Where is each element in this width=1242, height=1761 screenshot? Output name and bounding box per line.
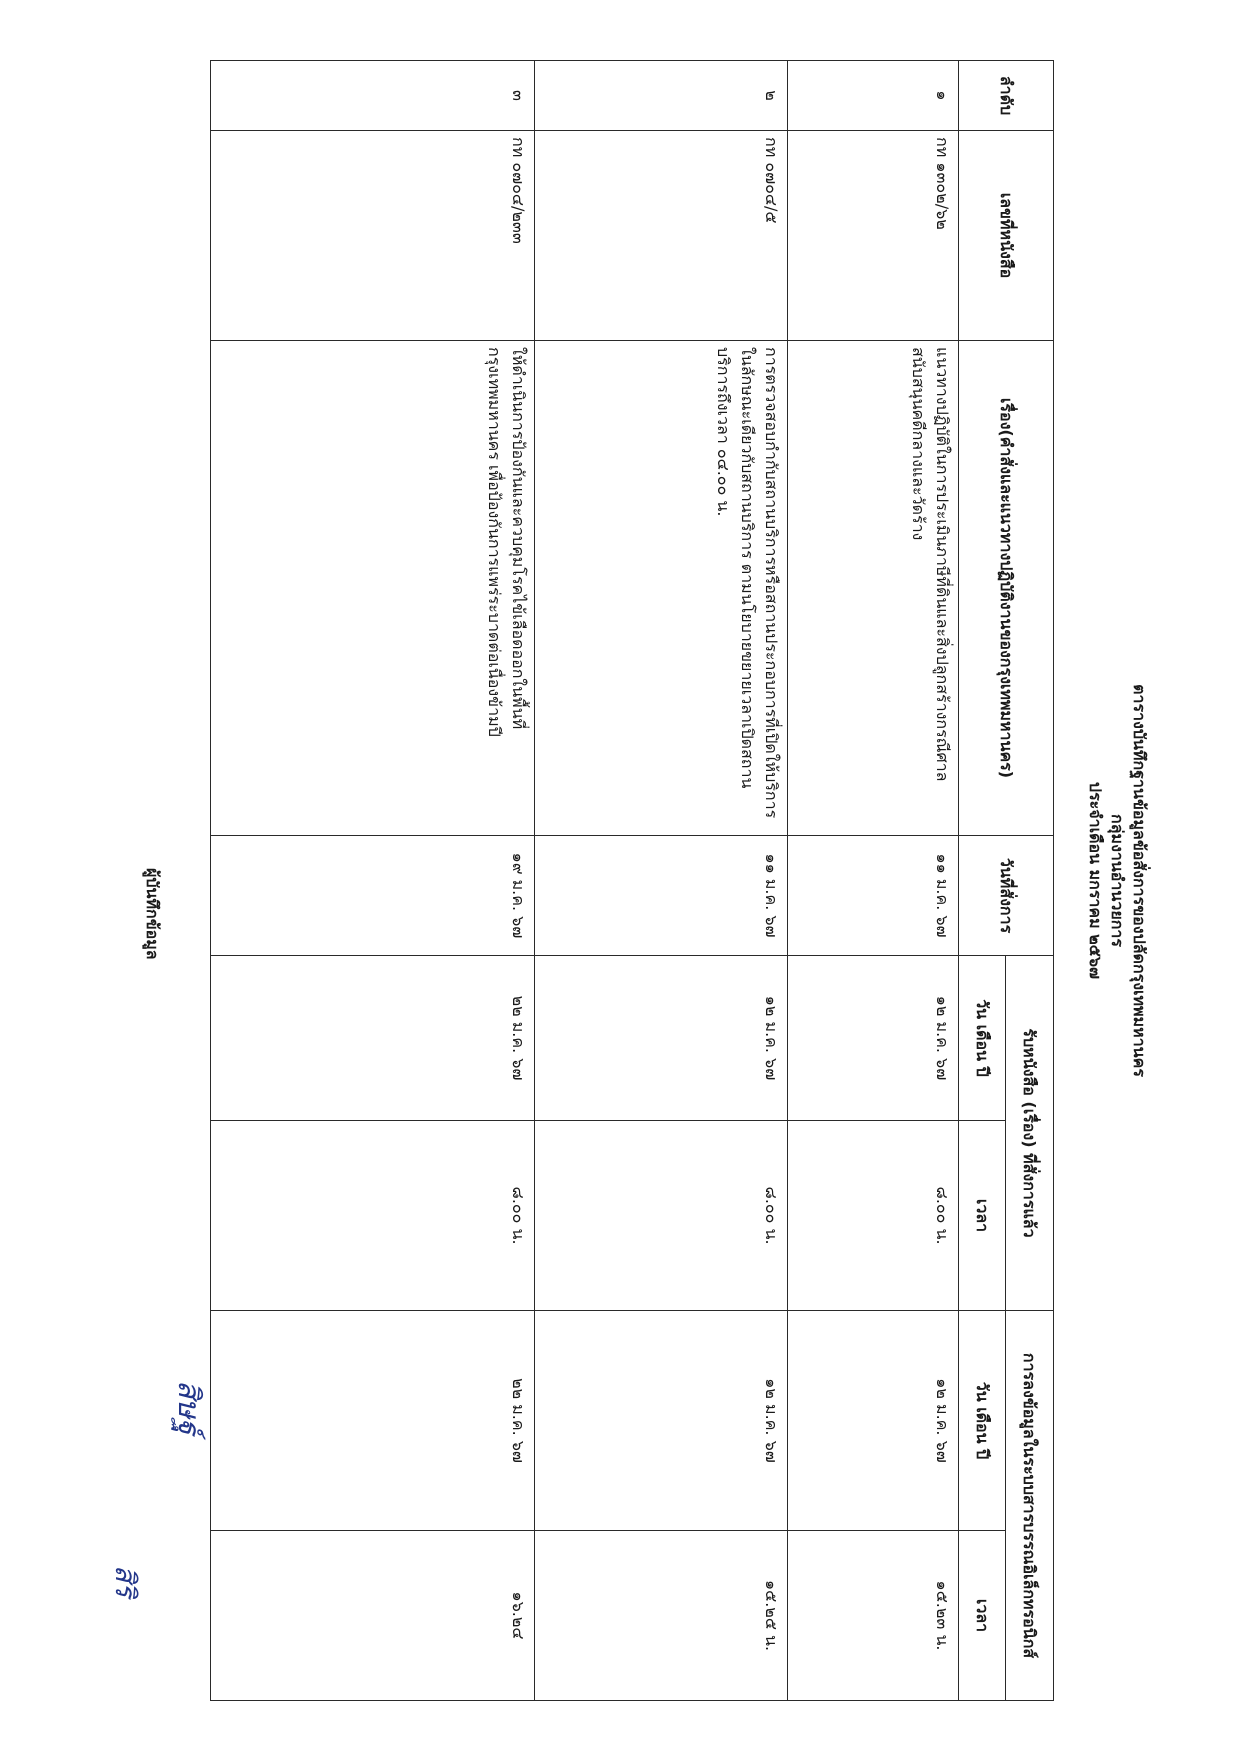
header-command-date: วันที่สั่งการ <box>959 836 1054 956</box>
handwritten-signature-recorder: สิษฐ์ <box>171 1380 206 1435</box>
table-row <box>211 61 535 1701</box>
cell-subject: ให้ดำเนินการป้องกันและควบคุมโรคไข้เลือดออกในพื้นที่กรุงเทพมหานคร เพื่อป้องกันการแพร่ระบาดต่อเนื่องข้ามปี <box>211 341 535 836</box>
handwritten-signature-approver: สิริ <box>109 1565 142 1598</box>
table-row <box>535 61 788 1701</box>
cell-recv-date: ๑๒ ม.ค. ๖๗ <box>788 956 959 1121</box>
cell-command-date: ๑๑ ม.ค. ๖๗ <box>535 836 788 956</box>
cell-recv-date: ๑๒ ม.ค. ๖๗ <box>535 956 788 1121</box>
cell-recv-time: ๘.๐๐ น. <box>211 1121 535 1311</box>
header-row <box>1005 61 1053 1701</box>
cell-subject: การตรวจสอบกำกับสถานบริการหรือสถานประกอบการที่เปิดให้บริการในลักษณะเดียวกับสถานบริการ ตามนโยบายขยายเวลาเปิดสถานบริการถึงเวลา ๐๔.๐๐ น. <box>535 341 788 836</box>
subheader-rec-date: วัน เดือน ปี <box>959 1311 1005 1531</box>
cell-rec-date: ๑๒ ม.ค. ๖๗ <box>535 1311 788 1531</box>
cell-rec-time: ๑๕.๒๓ น. <box>788 1531 959 1701</box>
cell-no: ๒ <box>535 61 788 131</box>
cell-recv-date: ๒๒ ม.ค. ๖๗ <box>211 956 535 1121</box>
cell-rec-date: ๒๒ ม.ค. ๖๗ <box>211 1311 535 1531</box>
cell-doc-no: กท ๐๗๐๔/๒๓๓ <box>211 131 535 341</box>
title-line-3: ประจำเดือน มกราคม ๒๕๖๗ <box>1086 781 1105 980</box>
cell-rec-time: ๑๖.๒๔ <box>211 1531 535 1701</box>
cell-command-date: ๑๙ ม.ค. ๖๗ <box>211 836 535 956</box>
cell-rec-time: ๑๕.๒๕ น. <box>535 1531 788 1701</box>
cell-recv-time: ๘.๐๐ น. <box>535 1121 788 1311</box>
orders-table <box>210 60 1054 1701</box>
header-received-group: รับหนังสือ (เรื่อง) ที่สั่งการแล้ว <box>1005 956 1053 1311</box>
document-title <box>1084 0 1150 1761</box>
header-record-group: การลงข้อมูลในระบบสารบรรณอิเล็กทรอนิกส์ <box>1005 1311 1053 1701</box>
cell-command-date: ๑๑ ม.ค. ๖๗ <box>788 836 959 956</box>
subheader-rec-time: เวลา <box>959 1531 1005 1701</box>
cell-rec-date: ๑๒ ม.ค. ๖๗ <box>788 1311 959 1531</box>
subheader-recv-time: เวลา <box>959 1121 1005 1311</box>
title-line-1: ตารางบันทึกฐานข้อมูลข้อสั่งการของปลัดกรุงเทพมหานคร <box>1130 684 1149 1077</box>
header-doc-no: เลขที่หนังสือ <box>959 131 1054 341</box>
cell-no: ๑ <box>788 61 959 131</box>
cell-doc-no: กท ๑๓๐๒/๖๒ <box>788 131 959 341</box>
cell-doc-no: กท ๐๗๐๔/๕ <box>535 131 788 341</box>
header-order: ลำดับ <box>959 61 1054 131</box>
cell-no: ๓ <box>211 61 535 131</box>
recorder-label: ผู้บันทึกข้อมูล <box>143 868 162 960</box>
cell-subject: แนวทางปฏิบัติในการประเมินภาษีที่ดินและสิ่งปลูกสร้างกรณีศาลสนับสนุนคดีกลางและวัดร้าง <box>788 341 959 836</box>
header-subject: เรื่อง(คำสั่งและแนวทางปฏิบัติงานของกรุงเทพมหานคร) <box>959 341 1054 836</box>
subheader-recv-date: วัน เดือน ปี <box>959 956 1005 1121</box>
table-row <box>788 61 959 1701</box>
title-line-2: กลุ่มงานอำนวยการ <box>1108 814 1127 947</box>
cell-recv-time: ๘.๐๐ น. <box>788 1121 959 1311</box>
